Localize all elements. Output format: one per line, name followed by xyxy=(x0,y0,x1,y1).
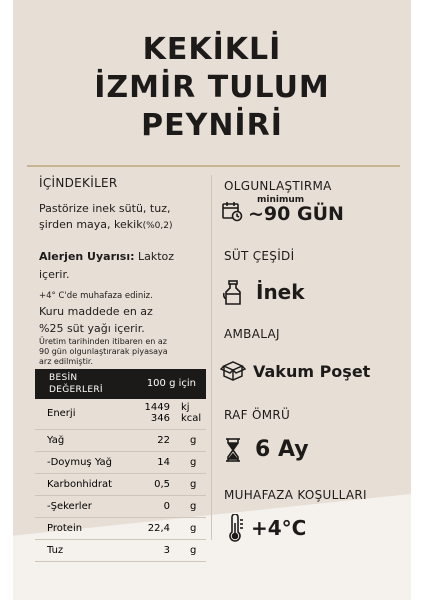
storage-heading: MUHAFAZA KOŞULLARI xyxy=(224,488,367,502)
box-icon xyxy=(220,357,246,387)
row-unit: g xyxy=(190,435,197,446)
energy-units xyxy=(181,402,201,424)
nutrition-header-label xyxy=(49,372,103,396)
dry-matter-line-2: %25 süt yağı içerir. xyxy=(39,322,145,335)
storage-note: +4° C'de muhafaza ediniz. xyxy=(39,291,153,301)
storage-value: +4°C xyxy=(251,516,307,540)
calendar-icon xyxy=(221,200,243,226)
nutrition-header-label-2: DEĞERLERİ xyxy=(49,385,103,395)
production-note-line-3: arz edilmiştir. xyxy=(39,357,94,366)
hourglass-icon xyxy=(225,438,241,466)
production-note-line-1: Üretim tarihinden itibaren en az xyxy=(39,337,167,346)
ingredients-line-2a: şirden maya, kekik xyxy=(39,218,143,231)
row-unit: g xyxy=(190,523,197,534)
energy-unit-kcal: kcal xyxy=(181,413,202,424)
row-name: -Doymuş Yağ xyxy=(47,457,113,468)
row-name: Yağ xyxy=(47,435,65,446)
row-name: Protein xyxy=(47,523,83,534)
energy-kcal: 346 xyxy=(150,413,170,424)
table-row xyxy=(35,540,206,562)
row-value: 0 xyxy=(163,501,170,512)
title-line-3: PEYNİRİ xyxy=(141,108,283,143)
table-row xyxy=(35,452,206,474)
ingredients-heading: İÇİNDEKİLER xyxy=(39,176,118,190)
row-unit: g xyxy=(190,479,197,490)
allergen-value: Laktoz xyxy=(138,250,175,263)
ingredients-line-2b: (%0,2) xyxy=(142,221,173,231)
row-value: 3 xyxy=(163,545,170,556)
table-row xyxy=(35,474,206,496)
ripening-heading: OLGUNLAŞTIRMA xyxy=(224,179,332,193)
ripening-minimum: minimum xyxy=(257,195,305,205)
product-label-card xyxy=(13,0,411,600)
title-line-2: İZMİR TULUM xyxy=(94,70,330,105)
packaging-value: Vakum Poşet xyxy=(253,362,371,381)
row-name: Tuz xyxy=(47,545,64,556)
row-value: 14 xyxy=(157,457,170,468)
milk-heading: SÜT ÇEŞİDİ xyxy=(224,249,295,263)
row-unit: g xyxy=(190,501,197,512)
row-unit: g xyxy=(190,545,197,556)
energy-unit-kj: kj xyxy=(181,402,190,413)
allergen-value-2: içerir. xyxy=(39,268,70,281)
row-unit: g xyxy=(190,457,197,468)
shelf-life-heading: RAF ÖMRÜ xyxy=(224,408,291,422)
thermometer-icon xyxy=(226,514,246,546)
ingredients-line-2 xyxy=(39,216,172,235)
row-name: Karbonhidrat xyxy=(47,479,113,490)
energy-values xyxy=(145,402,170,424)
ingredients-line-1: Pastörize inek sütü, tuz, xyxy=(39,202,171,215)
nutrition-header-per: 100 g için xyxy=(146,378,196,389)
row-value: 0,5 xyxy=(154,479,170,490)
column-divider xyxy=(211,175,212,540)
title-line-1: KEKİKLİ xyxy=(142,32,282,67)
nutrition-header xyxy=(35,369,206,399)
nutrition-table xyxy=(35,369,206,562)
ripening-value: ~90 GÜN xyxy=(248,203,344,225)
milk-can-icon xyxy=(223,280,243,310)
row-name: -Şekerler xyxy=(47,501,92,512)
energy-kj: 1449 xyxy=(144,402,170,413)
allergen-warning xyxy=(39,248,174,265)
allergen-label: Alerjen Uyarısı: xyxy=(39,250,135,263)
packaging-heading: AMBALAJ xyxy=(224,327,280,341)
production-note-line-2: 90 gün olgunlaştırarak piyasaya xyxy=(39,347,168,356)
nutrition-header-label-1: BESİN xyxy=(49,373,78,383)
divider-top xyxy=(27,165,400,167)
row-value: 22,4 xyxy=(147,523,170,534)
energy-name: Enerji xyxy=(47,408,76,419)
table-row-energy xyxy=(35,399,206,430)
table-row xyxy=(35,518,206,540)
milk-value: İnek xyxy=(256,280,305,304)
table-row xyxy=(35,430,206,452)
dry-matter-line-1: Kuru maddede en az xyxy=(39,305,153,318)
row-value: 22 xyxy=(157,435,170,446)
shelf-life-value: 6 Ay xyxy=(255,437,309,462)
table-row xyxy=(35,496,206,518)
